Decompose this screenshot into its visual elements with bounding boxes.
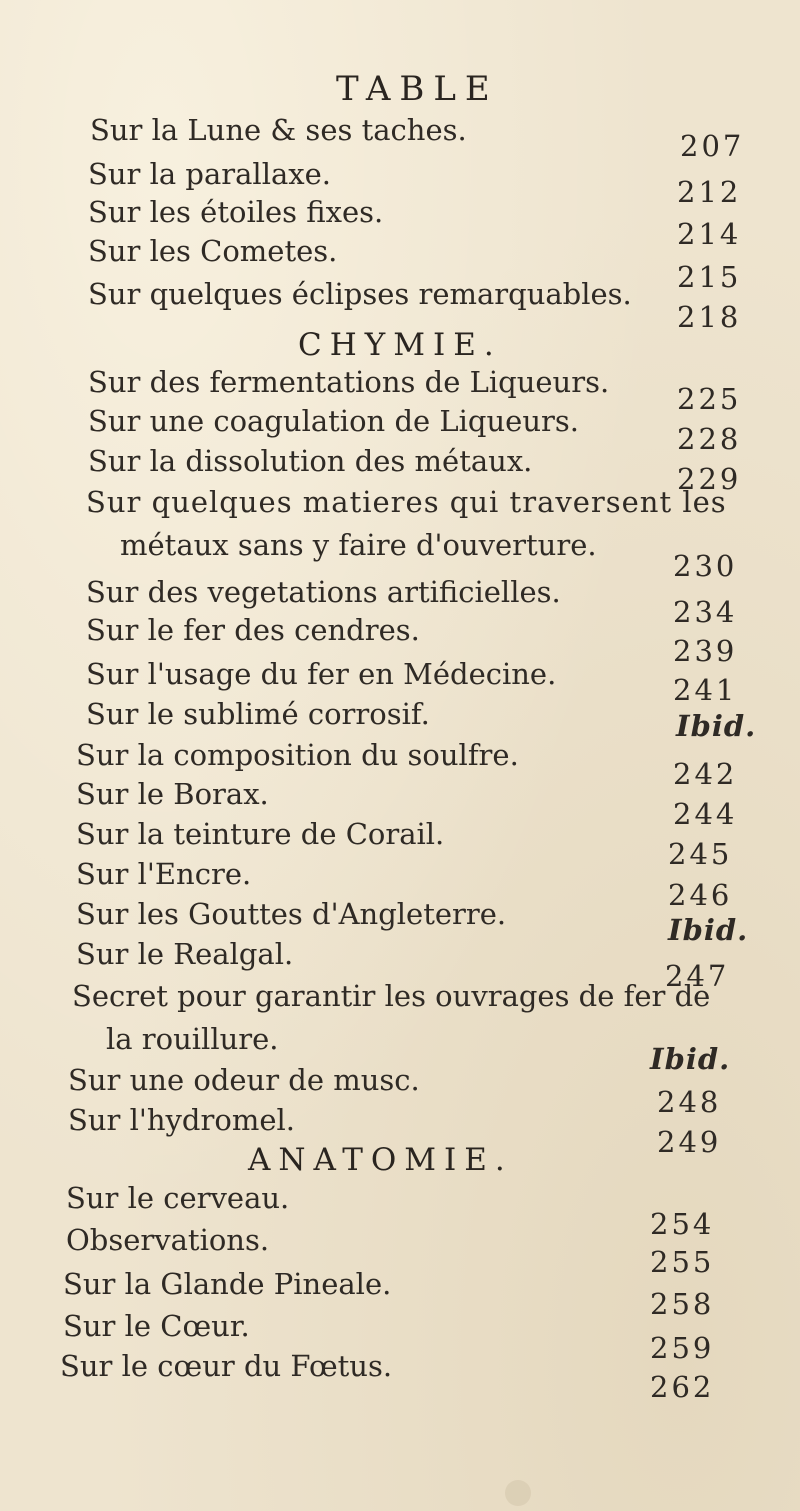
toc-entry: Sur les étoiles fixes. — [88, 195, 384, 229]
toc-page-number: 228 — [677, 422, 742, 456]
toc-page-number: 230 — [673, 549, 738, 583]
toc-entry: Sur la dissolution des métaux. — [88, 444, 533, 478]
toc-page-number: 246 — [668, 878, 733, 912]
toc-page-number: 247 — [665, 959, 730, 993]
toc-entry: Sur le fer des cendres. — [86, 613, 420, 647]
page-header-title: TABLE — [336, 69, 499, 109]
toc-entry-continuation: métaux sans y faire d'ouverture. — [120, 528, 597, 562]
toc-entry: Sur quelques éclipses remarquables. — [88, 277, 632, 311]
toc-page-number: 218 — [677, 300, 742, 334]
toc-page-number: 262 — [650, 1370, 715, 1404]
paper-stain — [505, 1480, 531, 1506]
toc-page-number: 229 — [677, 462, 742, 496]
section-heading-chymie: CHYMIE. — [298, 327, 502, 363]
toc-entry: Sur le sublimé corrosif. — [86, 697, 430, 731]
toc-entry: Sur l'hydromel. — [68, 1103, 295, 1137]
section-heading-anatomie: ANATOMIE. — [248, 1142, 513, 1178]
toc-entry: Sur quelques matieres qui traversent les — [86, 485, 727, 519]
toc-entry: Sur la teinture de Corail. — [76, 817, 445, 851]
toc-page-number: 254 — [650, 1207, 715, 1241]
toc-entry: Sur une odeur de musc. — [68, 1063, 420, 1097]
toc-entry: Sur l'Encre. — [76, 857, 252, 891]
toc-page-number: 214 — [677, 217, 742, 251]
toc-entry-continuation: la rouillure. — [106, 1022, 279, 1056]
toc-page-number: 259 — [650, 1331, 715, 1365]
toc-entry: Sur la Lune & ses taches. — [90, 113, 467, 147]
toc-entry: Sur des vegetations artificielles. — [86, 575, 561, 609]
toc-page-number: 249 — [657, 1125, 722, 1159]
toc-page-number: 258 — [650, 1287, 715, 1321]
toc-entry: Sur le Cœur. — [63, 1309, 250, 1343]
toc-page-number: 225 — [677, 382, 742, 416]
toc-entry: Sur une coagulation de Liqueurs. — [88, 404, 579, 438]
toc-page-number: 239 — [673, 634, 738, 668]
toc-page-number: 234 — [673, 595, 738, 629]
toc-entry: Sur le cerveau. — [66, 1181, 290, 1215]
toc-page-number: Ibid. — [650, 1042, 731, 1076]
toc-page-number: Ibid. — [668, 913, 749, 947]
toc-entry: Sur la parallaxe. — [88, 157, 331, 191]
toc-entry: Sur les Gouttes d'Angleterre. — [76, 897, 507, 931]
toc-page-number: 245 — [668, 837, 733, 871]
toc-entry: Sur la composition du soulfre. — [76, 738, 519, 772]
toc-entry: Sur des fermentations de Liqueurs. — [88, 365, 610, 399]
toc-entry: Sur le Realgal. — [76, 937, 294, 971]
toc-page-number: 242 — [673, 757, 738, 791]
toc-page-number: 248 — [657, 1085, 722, 1119]
toc-entry: Sur les Cometes. — [88, 234, 338, 268]
toc-entry: Sur la Glande Pineale. — [63, 1267, 392, 1301]
toc-entry: Sur l'usage du fer en Médecine. — [86, 657, 557, 691]
toc-page-number: Ibid. — [676, 709, 757, 743]
toc-page-number: 244 — [673, 797, 738, 831]
toc-entry: Secret pour garantir les ouvrages de fer de — [72, 979, 711, 1013]
toc-page-number: 215 — [677, 260, 742, 294]
toc-page-number: 207 — [680, 129, 745, 163]
toc-page-number: 255 — [650, 1245, 715, 1279]
toc-page-number: 212 — [677, 175, 742, 209]
toc-entry: Sur le Borax. — [76, 777, 269, 811]
toc-page-number: 241 — [673, 673, 738, 707]
toc-entry: Observations. — [66, 1223, 270, 1257]
toc-entry: Sur le cœur du Fœtus. — [60, 1349, 393, 1383]
